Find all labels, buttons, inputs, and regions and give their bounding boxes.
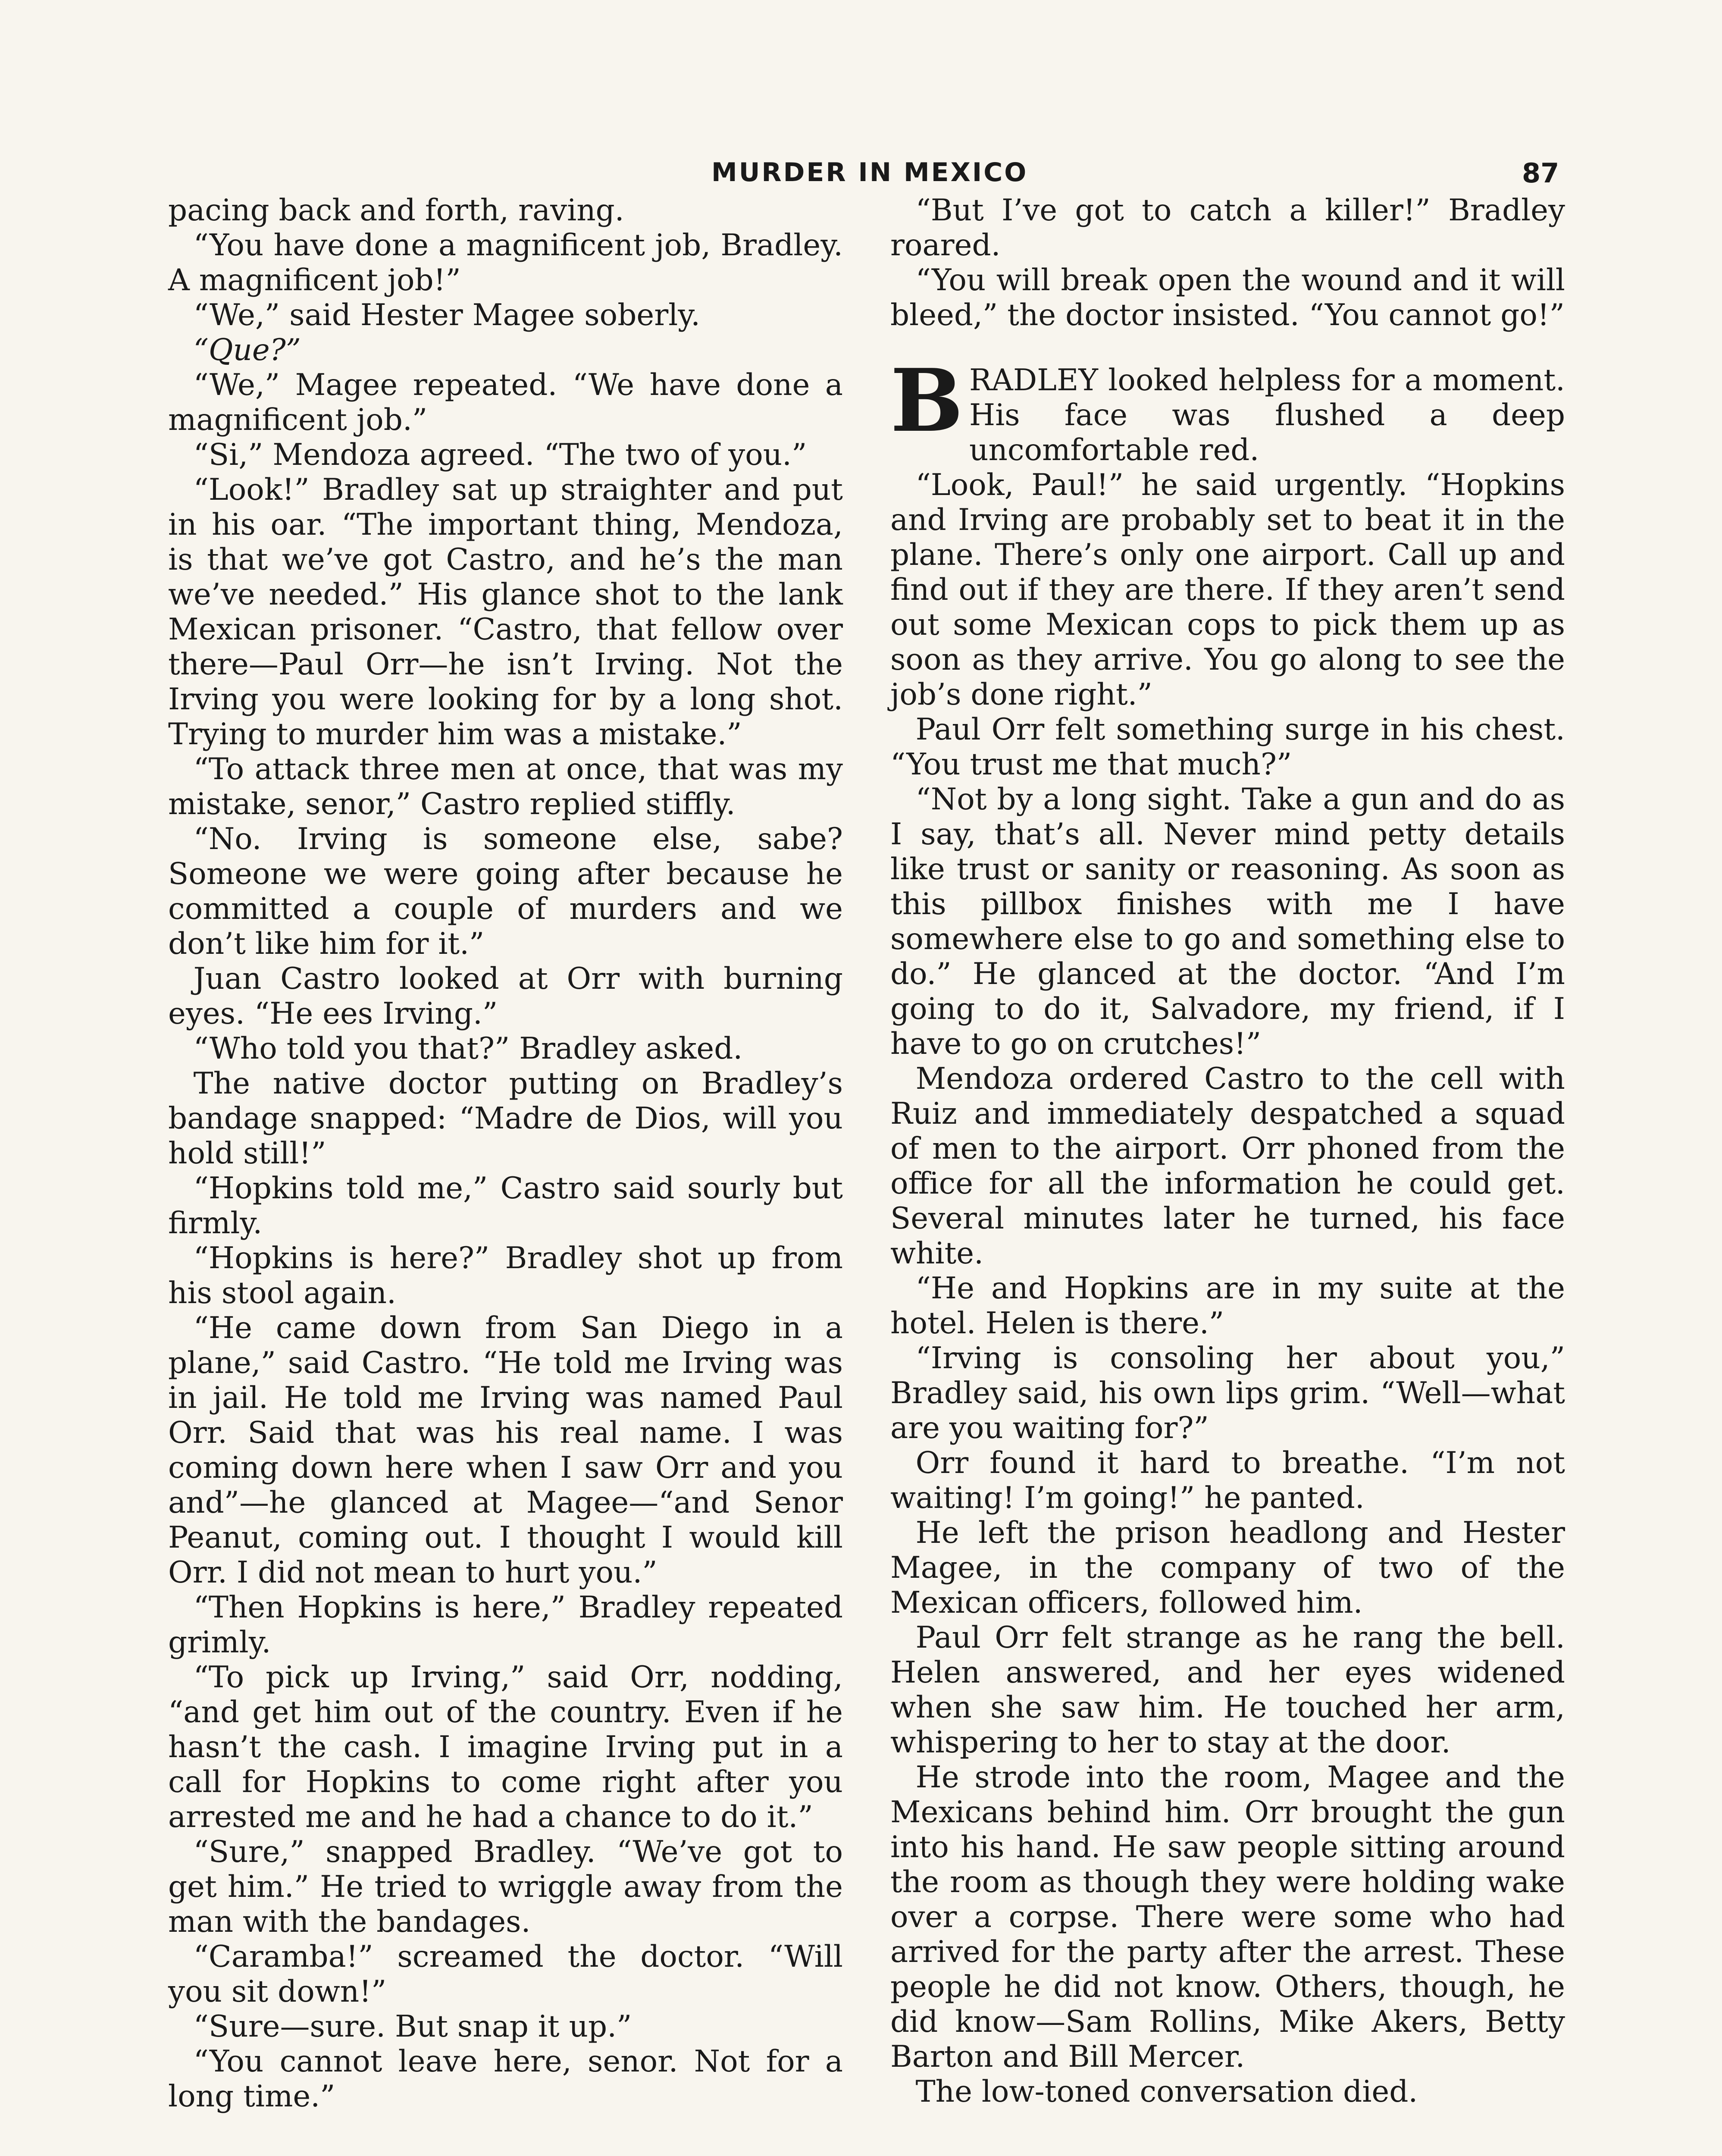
paragraph: “Sure—sure. But snap it up.” [193,2009,632,2044]
paragraph: The native doctor putting on Bradley’s bandage snapped: “Madre de Dios, will you hold still!” [168,1066,843,1171]
paragraph: “No. Irving is someone else, sabe? Someone we were going after because he committed a couple of murders and we don’t like him for it.” [168,822,843,961]
right-column [890,193,1565,2109]
paragraph: He strode into the room, Magee and the Mexicans behind him. Orr brought the gun into his hand. He saw people sitting around the room as though they were holding wake over a corpse. There were some who had arrived for the party after the arrest. These people he did not know. Others, though, he did know—Sam Rollins, Mike Akers, Betty Barton and Bill Mercer. [890,1760,1565,2074]
paragraph: Paul Orr felt strange as he rang the bell. Helen answered, and her eyes widened when she saw him. He touched her arm, whispering to her to stay at the door. [890,1620,1565,1760]
page-number: 87 [1522,157,1559,189]
paragraph: He left the prison headlong and Hester Magee, in the company of two of the Mexican officers, followed him. [890,1516,1565,1620]
paragraph: “You will break open the wound and it will bleed,” the doctor insisted. “You cannot go!” [890,263,1565,332]
paragraph: “Si,” Mendoza agreed. “The two of you.” [193,438,807,472]
paragraph: “Sure,” snapped Bradley. “We’ve got to get him.” He tried to wriggle away from the man with the bandages. [168,1835,843,1939]
paragraph: “He and Hopkins are in my suite at the hotel. Helen is there.” [890,1271,1565,1341]
paragraph: “Not by a long sight. Take a gun and do as I say, that’s all. Never mind petty details like trust or sanity or reasoning. As soon as this pillbox finishes with me I have somewhere else to go and something else to do.” He glanced at the doctor. “And I’m going to do it, Salvadore, my friend, if I have to go on crutches!” [890,782,1565,1061]
paragraph: Mendoza ordered Castro to the cell with Ruiz and immediately despatched a squad of men to the airport. Orr phoned from the office for all the information he could get. Several minutes later he turned, his face white. [890,1062,1565,1271]
paragraph: “You have done a magnificent job, Bradley. A magnificent job!” [168,228,843,298]
paragraph: Juan Castro looked at Orr with burning eyes. “He ees Irving.” [168,962,843,1031]
drop-cap-letter: B [890,350,964,451]
paragraph: Orr found it hard to breathe. “I’m not waiting! I’m going!” he panted. [890,1446,1565,1515]
paragraph: “Look, Paul!” he said urgently. “Hopkins and Irving are probably set to beat it in the plane. There’s only one airport. Call up and find out if they are there. If they aren’t send out some Mexican cops to pick them up as soon as they arrive. You go along to see the job’s done right.” [890,468,1565,712]
paragraph: The low-toned conversation died. [915,2075,1418,2109]
dropcap-paragraph [890,350,1565,468]
paragraph: “Who told you that?” Bradley asked. [193,1031,743,1066]
paragraph: “To pick up Irving,” said Orr, nodding, “and get him out of the country. Even if he hasn’t the cash. I imagine Irving put in a call for Hopkins to come right after you arrested me and he had a chance to do it.” [168,1660,843,1834]
paragraph: “Then Hopkins is here,” Bradley repeated grimly. [168,1590,843,1660]
paragraph: “We,” said Hester Magee soberly. [193,298,701,332]
paragraph: “To attack three men at once, that was my mistake, senor,” Castro replied stiffly. [168,752,843,821]
paragraph: “Look!” Bradley sat up straighter and put in his oar. “The important thing, Mendoza, is that we’ve got Castro, and he’s the man we’ve needed.” His glance shot to the lank Mexican prisoner. “Castro, that fellow over there—Paul Orr—he isn’t Irving. Not the Irving you were looking for by a long shot. Trying to murder him was a mistake.” [168,473,843,752]
paragraph: “He came down from San Diego in a plane,” said Castro. “He told me Irving was in jail. He told me Irving was named Paul Orr. Said that was his real name. I was coming down here when I saw Orr and you and”—he glanced at Magee—“and Senor Peanut, coming out. I thought I would kill Orr. I did not mean to hurt you.” [168,1311,843,1590]
paragraph: “Hopkins is here?” Bradley shot up from his stool again. [168,1241,843,1310]
paragraph: “Que?” [193,333,301,367]
paragraph: “Hopkins told me,” Castro said sourly but firmly. [168,1171,843,1241]
dropcap-paragraph-text: RADLEY looked helpless for a moment. His face was flushed a deep uncomfortable red. [969,363,1565,467]
paragraph: pacing back and forth, raving. [168,193,624,228]
paragraph: Paul Orr felt something surge in his chest. “You trust me that much?” [890,712,1565,782]
paragraph: “Caramba!” screamed the doctor. “Will you sit down!” [168,1940,843,2009]
paragraph: “But I’ve got to catch a killer!” Bradley roared. [890,193,1565,263]
paragraph: “Irving is consoling her about you,” Bradley said, his own lips grim. “Well—what are you waiting for?” [890,1341,1565,1445]
left-column [168,193,843,2114]
paragraph: “You cannot leave here, senor. Not for a long time.” [168,2044,843,2114]
running-head-title: MURDER IN MEXICO [711,157,1028,188]
paragraph: “We,” Magee repeated. “We have done a magnificent job.” [168,368,843,437]
